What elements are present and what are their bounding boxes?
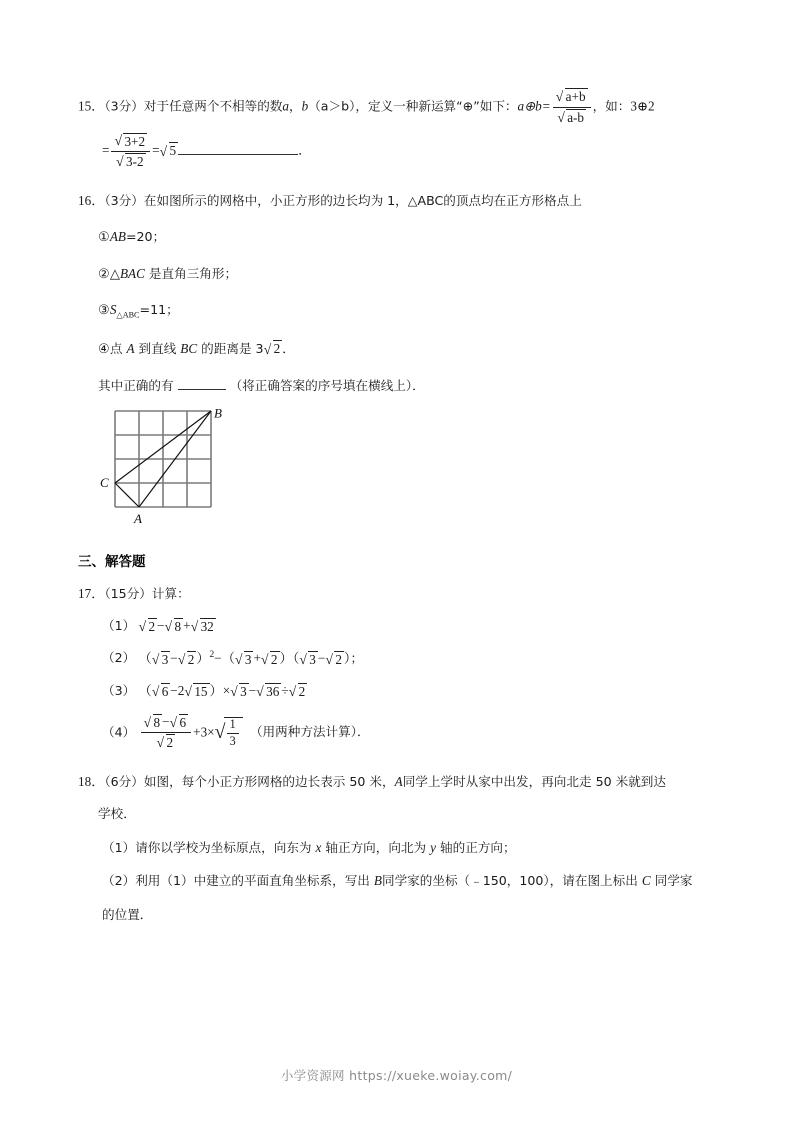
q16-item-4-pre: 点 bbox=[109, 340, 127, 356]
q15-answer-blank[interactable] bbox=[178, 142, 298, 154]
q17-4-inner-num: 1 bbox=[229, 716, 236, 731]
q16-item-3 bbox=[78, 300, 738, 322]
q16-answer-blank[interactable] bbox=[178, 378, 226, 390]
radical-sign: √ bbox=[138, 619, 147, 635]
q16-score: （3分） bbox=[104, 192, 144, 208]
q17-3-coef2: 2 bbox=[177, 683, 185, 699]
q18-part-1-b: 轴正方向，向北为 bbox=[321, 839, 431, 855]
sqrt-icon bbox=[114, 133, 147, 151]
q16-item-3-var: S bbox=[109, 302, 117, 318]
q17-3-divide: ÷ bbox=[281, 683, 289, 699]
q18-part-2-cont bbox=[78, 905, 738, 925]
q17-sub-1-expr bbox=[139, 616, 216, 637]
q17-3-r6: 6 bbox=[161, 684, 169, 700]
paren-close: ） bbox=[343, 650, 351, 666]
q17-dot: ． bbox=[91, 586, 105, 602]
radical-sign: √ bbox=[230, 684, 238, 700]
q16-item-4 bbox=[78, 339, 738, 360]
q17-1-plus: + bbox=[183, 618, 191, 634]
radical-sign: √ bbox=[177, 651, 186, 667]
sqrt-icon bbox=[325, 650, 344, 670]
q17-2-r3a: 3 bbox=[161, 651, 169, 667]
sqrt-icon bbox=[116, 153, 146, 171]
q17-sub-4-expr bbox=[139, 714, 243, 752]
q16-dot: ． bbox=[91, 192, 105, 208]
sqrt-icon bbox=[215, 717, 243, 749]
q17-number: 17 bbox=[78, 586, 92, 602]
sqrt-icon bbox=[261, 650, 280, 670]
q17-2-minus1: − bbox=[170, 650, 178, 666]
q16-item-4-line-bc: BC bbox=[180, 340, 198, 356]
q18-part-2-b: 同学家的坐标（﹣150，100），请在图上标出 bbox=[381, 873, 642, 889]
q17-sub-4 bbox=[78, 714, 738, 752]
sqrt-icon bbox=[191, 617, 216, 637]
radical-sign: √ bbox=[151, 684, 160, 700]
q16-item-2-var: BAC bbox=[119, 265, 145, 281]
q15-dot: ． bbox=[91, 98, 105, 114]
q16-figure bbox=[88, 408, 268, 538]
q17-1-r8: 8 bbox=[174, 618, 182, 634]
sqrt-icon bbox=[556, 88, 588, 106]
radical-sign: √ bbox=[214, 720, 226, 743]
q17-2-plus: + bbox=[253, 650, 261, 666]
q17-4-inner-fraction bbox=[224, 717, 243, 749]
q15-result-numerator bbox=[111, 132, 150, 151]
q18-dot: ． bbox=[91, 773, 105, 789]
q15-operation-lhs: a⊕b= bbox=[517, 98, 551, 114]
q17-4-r6: 6 bbox=[179, 714, 187, 730]
question-15-line-1 bbox=[78, 88, 738, 126]
question-18 bbox=[78, 772, 738, 925]
q17-sub-4-label: （4） bbox=[102, 723, 136, 739]
q18-line-1-a: 如图，每个小正方形网格的边长表示 50 米， bbox=[143, 773, 395, 789]
paren-open: （ bbox=[221, 650, 235, 666]
q18-line-1-b: 同学上学时从家中出发，再向北走 50 米就到达 bbox=[402, 773, 666, 789]
q15-result-num-radicand: 3+2 bbox=[124, 133, 146, 149]
q16-item-1-rest: =20； bbox=[125, 229, 166, 245]
q15-text-c: ，如： bbox=[592, 98, 631, 114]
q16-item-1 bbox=[78, 227, 738, 247]
sqrt-icon bbox=[178, 650, 197, 670]
radical-sign: √ bbox=[143, 714, 152, 730]
q15-fraction-numerator bbox=[553, 88, 591, 107]
section-3-heading-wrap bbox=[78, 550, 738, 570]
question-16 bbox=[78, 191, 738, 538]
q17-4-fraction bbox=[141, 714, 192, 752]
q17-3-times: × bbox=[222, 683, 231, 699]
q17-3-minus2: − bbox=[248, 683, 257, 699]
radical-sign: √ bbox=[184, 684, 192, 700]
vertex-label-B: B bbox=[214, 408, 222, 421]
vertex-label-A: A bbox=[134, 511, 142, 527]
q17-1-minus: − bbox=[157, 618, 165, 634]
q17-4-three: 3 bbox=[200, 723, 208, 739]
q15-num-radicand: a+b bbox=[565, 89, 586, 105]
q18-axis-y: y bbox=[430, 839, 437, 855]
q17-sub-3-label: （3） bbox=[102, 682, 136, 698]
q15-comma: ， bbox=[289, 98, 302, 114]
q16-item-3-marker: ③ bbox=[98, 302, 110, 318]
page-footer bbox=[0, 1066, 793, 1084]
q17-sub-1-label: （1） bbox=[102, 617, 136, 633]
paren-close: ） bbox=[196, 650, 210, 666]
q15-var-a: a bbox=[282, 98, 289, 114]
radical-sign: √ bbox=[115, 154, 124, 170]
q18-student-a: A bbox=[394, 773, 403, 789]
q18-part-2-d: 的位置． bbox=[102, 906, 153, 922]
paren-close: ） bbox=[279, 650, 293, 666]
q15-result-denominator bbox=[111, 151, 150, 171]
triangle-grid-svg bbox=[88, 408, 268, 538]
sqrt-icon bbox=[184, 682, 209, 702]
q17-4-inner-den: 3 bbox=[227, 733, 239, 749]
q16-stem-text: 在如图所示的网格中，小正方形的边长均为 1，△ABC的顶点均在正方形格点上 bbox=[143, 192, 582, 208]
question-17 bbox=[78, 584, 738, 752]
q16-item-4-period: ． bbox=[282, 340, 296, 356]
q16-closing bbox=[78, 376, 738, 396]
q17-2-minus3: − bbox=[317, 650, 326, 666]
radical-sign: √ bbox=[256, 684, 264, 700]
q16-item-4-radicand: 2 bbox=[273, 341, 281, 357]
q17-sub-3-expr bbox=[139, 681, 308, 702]
sqrt-icon bbox=[289, 682, 308, 702]
q15-result-den-radicand: 3-2 bbox=[125, 154, 144, 170]
q15-score: （3分） bbox=[104, 98, 144, 114]
q17-score: （15分） bbox=[104, 586, 152, 602]
q18-part-2-a: （2）利用（1）中建立的平面直角坐标系，写出 bbox=[102, 873, 374, 889]
q18-line-1 bbox=[78, 772, 738, 792]
q16-item-2-marker: ② bbox=[98, 265, 110, 281]
q17-2-r3b: 3 bbox=[244, 651, 252, 667]
q17-3-r15: 15 bbox=[194, 684, 208, 700]
q15-fraction bbox=[553, 88, 591, 126]
sqrt-icon bbox=[299, 650, 318, 670]
q16-item-4-marker: ④ bbox=[98, 340, 110, 356]
sqrt-icon bbox=[264, 339, 283, 359]
radical-sign: √ bbox=[288, 684, 297, 700]
radical-sign: √ bbox=[190, 619, 199, 635]
q17-4-plus: + bbox=[193, 723, 201, 739]
q18-student-b: B bbox=[373, 873, 382, 889]
sqrt-icon bbox=[557, 109, 586, 127]
q17-sub-1 bbox=[78, 616, 738, 638]
q17-2-semicolon: ； bbox=[350, 650, 364, 666]
q18-part-1-c: 轴的正方向； bbox=[436, 839, 516, 855]
q15-number: 15 bbox=[78, 98, 92, 114]
radical-sign: √ bbox=[164, 619, 173, 635]
sqrt-icon bbox=[235, 650, 254, 670]
q15-example: 3⊕2 bbox=[630, 98, 655, 114]
q17-4-numerator bbox=[141, 714, 192, 733]
q15-condition: （a＞b） bbox=[308, 98, 356, 114]
page-content bbox=[78, 88, 738, 927]
q15-den-radicand: a-b bbox=[567, 109, 585, 125]
q17-4-one-third bbox=[227, 718, 239, 749]
q18-axis-x: x bbox=[315, 839, 322, 855]
q17-3-minus1: − bbox=[170, 683, 178, 699]
q18-student-c: C bbox=[641, 873, 651, 889]
q17-sub-2-label: （2） bbox=[102, 650, 136, 666]
q17-3-r3: 3 bbox=[240, 684, 247, 700]
q17-4-r8: 8 bbox=[153, 714, 161, 730]
q18-line-2-text: 学校． bbox=[98, 806, 136, 822]
radical-sign: √ bbox=[260, 651, 269, 667]
q16-item-2 bbox=[78, 264, 738, 284]
radical-sign: √ bbox=[263, 341, 272, 357]
q16-item-2-triangle: △ bbox=[109, 265, 120, 281]
radical-sign: √ bbox=[325, 651, 333, 667]
sqrt-icon bbox=[230, 682, 249, 702]
question-16-stem bbox=[78, 191, 738, 211]
q18-score: （6分） bbox=[104, 773, 144, 789]
q16-item-1-marker: ① bbox=[98, 229, 110, 245]
radical-sign: √ bbox=[156, 735, 165, 751]
q16-item-3-rest: =11； bbox=[139, 302, 179, 318]
q16-number: 16 bbox=[78, 192, 92, 208]
q17-2-r2a: 2 bbox=[187, 651, 195, 667]
paren-open: （ bbox=[138, 683, 152, 699]
sqrt-icon bbox=[170, 714, 189, 732]
q17-4-r2: 2 bbox=[166, 735, 174, 751]
q17-sub-3 bbox=[78, 681, 738, 703]
q16-closing-pre: 其中正确的有 bbox=[98, 377, 174, 393]
q17-sub-2-expr bbox=[139, 648, 364, 670]
radical-sign: √ bbox=[555, 89, 564, 105]
paren-open: （ bbox=[138, 650, 152, 666]
q17-2-r2b: 2 bbox=[270, 651, 278, 667]
radical-sign: √ bbox=[557, 109, 565, 125]
question-15-line-2 bbox=[78, 132, 738, 170]
q17-2-r2c: 2 bbox=[335, 651, 342, 667]
q16-closing-post: （将正确答案的序号填在横线上）． bbox=[229, 377, 425, 393]
q16-item-1-var: AB bbox=[109, 229, 126, 245]
q15-fraction-denominator bbox=[553, 107, 591, 127]
radical-sign: √ bbox=[169, 714, 178, 730]
q17-3-r36: 36 bbox=[266, 684, 280, 700]
radical-sign: √ bbox=[299, 651, 307, 667]
sqrt-icon bbox=[157, 734, 176, 752]
q15-text-a: 对于任意两个不相等的数 bbox=[143, 98, 283, 114]
q17-2-minus2: − bbox=[214, 650, 222, 666]
sqrt-icon bbox=[160, 141, 179, 161]
q17-1-r2: 2 bbox=[148, 618, 156, 634]
footer-url[interactable]: https://xueke.woiay.com/ bbox=[349, 1068, 513, 1083]
q15-var-b: b bbox=[301, 98, 309, 114]
vertex-label-C: C bbox=[100, 475, 109, 491]
radical-sign: √ bbox=[234, 651, 243, 667]
q17-4-times: × bbox=[207, 723, 215, 739]
q18-part-1-a: （1）请你以学校为坐标原点，向东为 bbox=[102, 839, 316, 855]
q18-number: 18 bbox=[78, 773, 92, 789]
sqrt-icon bbox=[139, 617, 158, 637]
sqrt-icon bbox=[165, 617, 184, 637]
question-15 bbox=[78, 88, 738, 171]
paren-open: （ bbox=[292, 650, 300, 666]
q18-line-2 bbox=[78, 804, 738, 824]
sqrt-icon bbox=[152, 682, 171, 702]
q15-period: ． bbox=[298, 142, 312, 158]
q17-1-r32: 32 bbox=[200, 618, 214, 634]
sqrt-icon bbox=[152, 650, 171, 670]
grid-lines bbox=[115, 411, 211, 507]
q17-4-denominator bbox=[141, 732, 192, 752]
q17-prompt: 计算： bbox=[151, 586, 190, 602]
q17-2-r3c: 3 bbox=[309, 651, 316, 667]
sqrt-icon bbox=[144, 714, 163, 732]
radical-sign: √ bbox=[151, 651, 160, 667]
q15-text-b: ，定义一种新运算“⊕”如下： bbox=[355, 98, 518, 114]
section-3-heading: 三、解答题 bbox=[78, 554, 146, 571]
q16-item-2-rest: 是直角三角形； bbox=[144, 265, 238, 281]
paren-close: ） bbox=[209, 683, 223, 699]
question-17-stem bbox=[78, 584, 738, 604]
q18-part-2 bbox=[78, 871, 738, 891]
q18-part-1 bbox=[78, 838, 738, 858]
q15-eq2: = bbox=[152, 142, 160, 158]
q16-item-3-subscript: △ABC bbox=[116, 310, 140, 320]
q17-4-minus: − bbox=[162, 713, 170, 729]
q17-3-r2: 2 bbox=[298, 684, 306, 700]
q17-2-exponent: 2 bbox=[209, 650, 215, 661]
q18-part-2-c: 同学家 bbox=[650, 873, 693, 889]
q17-sub-2 bbox=[78, 648, 738, 670]
q15-eq1: = bbox=[102, 142, 110, 158]
footer-site-name: 小学资源网 bbox=[280, 1068, 345, 1083]
q17-sub-4-note: （用两种方法计算）． bbox=[249, 723, 370, 739]
sqrt-icon bbox=[256, 682, 281, 702]
q16-item-4-point-a: A bbox=[126, 340, 135, 356]
radical-sign: √ bbox=[114, 133, 123, 149]
q16-item-4-mid: 到直线 bbox=[134, 340, 181, 356]
q15-final-radicand: 5 bbox=[169, 143, 177, 159]
q16-item-4-post: 的距离是 3 bbox=[197, 340, 264, 356]
radical-sign: √ bbox=[159, 143, 168, 159]
q15-result-fraction bbox=[111, 132, 150, 170]
